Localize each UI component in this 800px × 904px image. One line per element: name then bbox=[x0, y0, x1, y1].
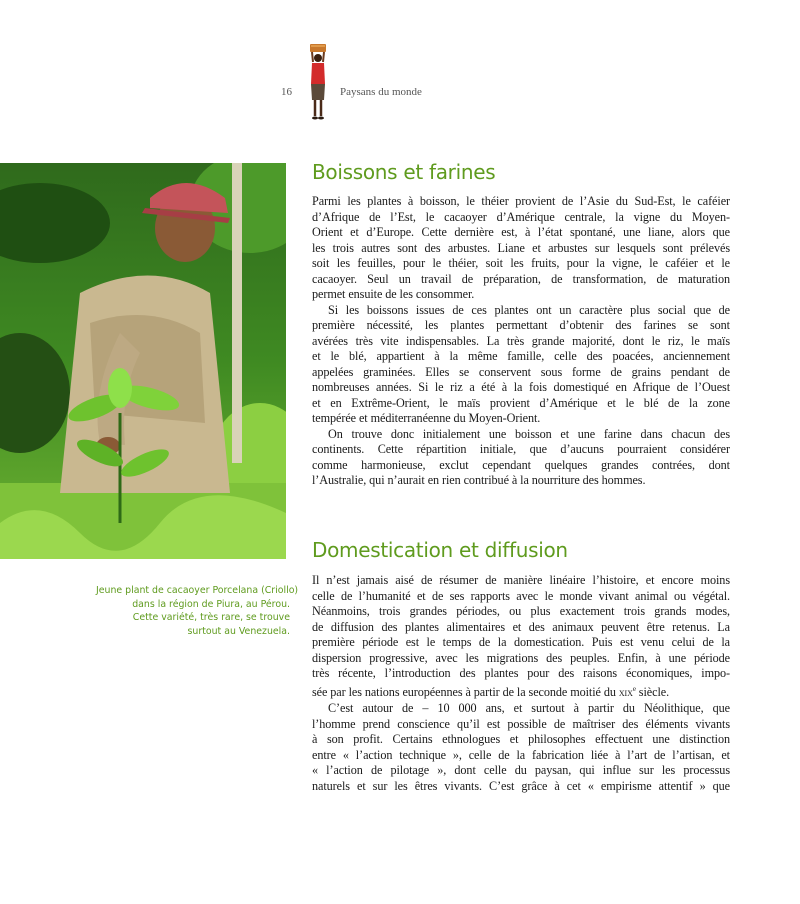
text-line: continents. Cette répartition initiale, que d’aucuns pourraient considérer bbox=[312, 442, 730, 456]
text-line: de diffusion des plantes alimentaires et des animaux peuvent être retenus. La bbox=[312, 619, 730, 634]
text-line: comme harmonieuse, exclut cependant quelques grandes contrées, dont bbox=[312, 457, 730, 472]
text-line: Si les boissons issues de ces plantes ont un caractère plus social que de bbox=[328, 302, 730, 317]
caption-line: Jeune plant de cacaoyer Porcelana (Criollo) bbox=[96, 585, 299, 596]
text-line: Orient et d’Europe. Cette dernière est, à l’état spontané, une liane, alors que bbox=[312, 225, 730, 239]
paragraph bbox=[312, 573, 730, 701]
text-line: première période est le temps de la domestication. Puis est venu celui de la bbox=[312, 635, 730, 649]
paragraph bbox=[312, 427, 730, 489]
text-line: appelées graminées. Elles se conservent sous forme de grains pendant de bbox=[312, 364, 730, 379]
text-line: avérées très vite indispensables. La très grande majorité, dont le riz, le maïs bbox=[312, 333, 730, 348]
text-line: très récente, l’introduction des plantes pour des raisons économiques, impo- bbox=[312, 666, 730, 680]
text-line: Néanmoins, trois grandes périodes, ou plus exactement trois grands modes, bbox=[312, 604, 730, 618]
text-line: première nécessité, les plantes permettant d’obtenir des farines se sont bbox=[312, 318, 730, 332]
text-line: permet ensuite de les consommer. bbox=[312, 287, 475, 301]
century-superscript: e bbox=[632, 684, 636, 693]
text-line: à son profit. Certains ethnologues et philosophes effectuent une distinction bbox=[312, 732, 730, 747]
century-numeral: xix bbox=[618, 686, 633, 699]
page-number: 16 bbox=[281, 86, 292, 98]
text-fragment: siècle. bbox=[635, 684, 670, 699]
text-line: dispersion progressive, avec les migrations des peuples. Enfin, à une période bbox=[312, 650, 730, 665]
text-line: nombreuses années. Si le riz a été à la fois domestiqué en Afrique de l’Ouest bbox=[312, 380, 730, 394]
farmer-cacao-photo bbox=[0, 163, 286, 559]
caption-line: dans la région de Piura, au Pérou. bbox=[132, 598, 290, 610]
text-line bbox=[312, 682, 730, 702]
text-line: soit les feuilles, pour le théier, soit les fruits, pour la vigne, le caféier et le bbox=[312, 256, 730, 270]
farmer-woman-emblem bbox=[300, 42, 336, 122]
text-line: d’Afrique de l’Est, le cacaoyer d’Amérique centrale, la vigne du Moyen- bbox=[312, 209, 730, 224]
text-line: et le blé, appartient à la même famille, celle des poacées, anciennement bbox=[312, 349, 730, 363]
text-line: entre « l’action technique », celle de la fabrication liée à l’art de l’artisan, et bbox=[312, 747, 730, 762]
section-heading-boissons: Boissons et farines bbox=[312, 160, 496, 184]
section-heading-domestication: Domestication et diffusion bbox=[312, 538, 568, 562]
caption-line: surtout au Venezuela. bbox=[187, 625, 290, 637]
paragraph bbox=[312, 701, 730, 794]
text-line: l’homme prend conscience qu’il est possible de maîtriser des éléments vivants bbox=[312, 716, 730, 731]
section-body-domestication bbox=[312, 573, 730, 794]
text-line: les trois autres sont des arbustes. Liane et arbustes sur lesquels sont prélevés bbox=[312, 240, 730, 255]
text-line: On trouve donc initialement une boisson et une farine dans chacun des bbox=[328, 426, 730, 441]
text-fragment: sée par les nations européennes à partir de la seconde moitié du bbox=[312, 684, 619, 699]
text-line: naturels et sur les êtres vivants. C’est grâce à cet « empirisme attentif » que bbox=[312, 778, 730, 793]
text-line: et en Extrême-Orient, le maïs provient d’Amérique et le blé de la zone bbox=[312, 395, 730, 410]
text-line: « l’action de pilotage », dont celle du paysan, qui influe sur les processus bbox=[312, 763, 730, 778]
text-line: tempérée et méditerranéenne du Moyen-Orient. bbox=[312, 411, 541, 425]
text-line: l’Australie, qui n’aurait en rien contribué à la nourriture des hommes. bbox=[312, 473, 646, 487]
photo-caption bbox=[96, 584, 299, 638]
paragraph bbox=[312, 303, 730, 427]
text-line: C’est autour de – 10 000 ans, et surtout à partir du Néolithique, que bbox=[328, 701, 730, 716]
section-body-boissons bbox=[312, 194, 730, 489]
paragraph bbox=[312, 194, 730, 303]
text-line: cacaoyer. Seul un travail de préparation, de transformation, de maturation bbox=[312, 271, 730, 286]
text-line: Il n’est jamais aisé de résumer de manière linéaire l’histoire, et encore moins bbox=[312, 573, 730, 587]
text-line: celle de l’humanité et de ses rapports avec le monde vivant animal ou végétal. bbox=[312, 588, 730, 603]
caption-line: Cette variété, très rare, se trouve bbox=[132, 612, 290, 623]
text-line: Parmi les plantes à boisson, le théier provient de l’Asie du Sud-Est, le caféier bbox=[312, 194, 730, 208]
running-title: Paysans du monde bbox=[340, 86, 422, 98]
